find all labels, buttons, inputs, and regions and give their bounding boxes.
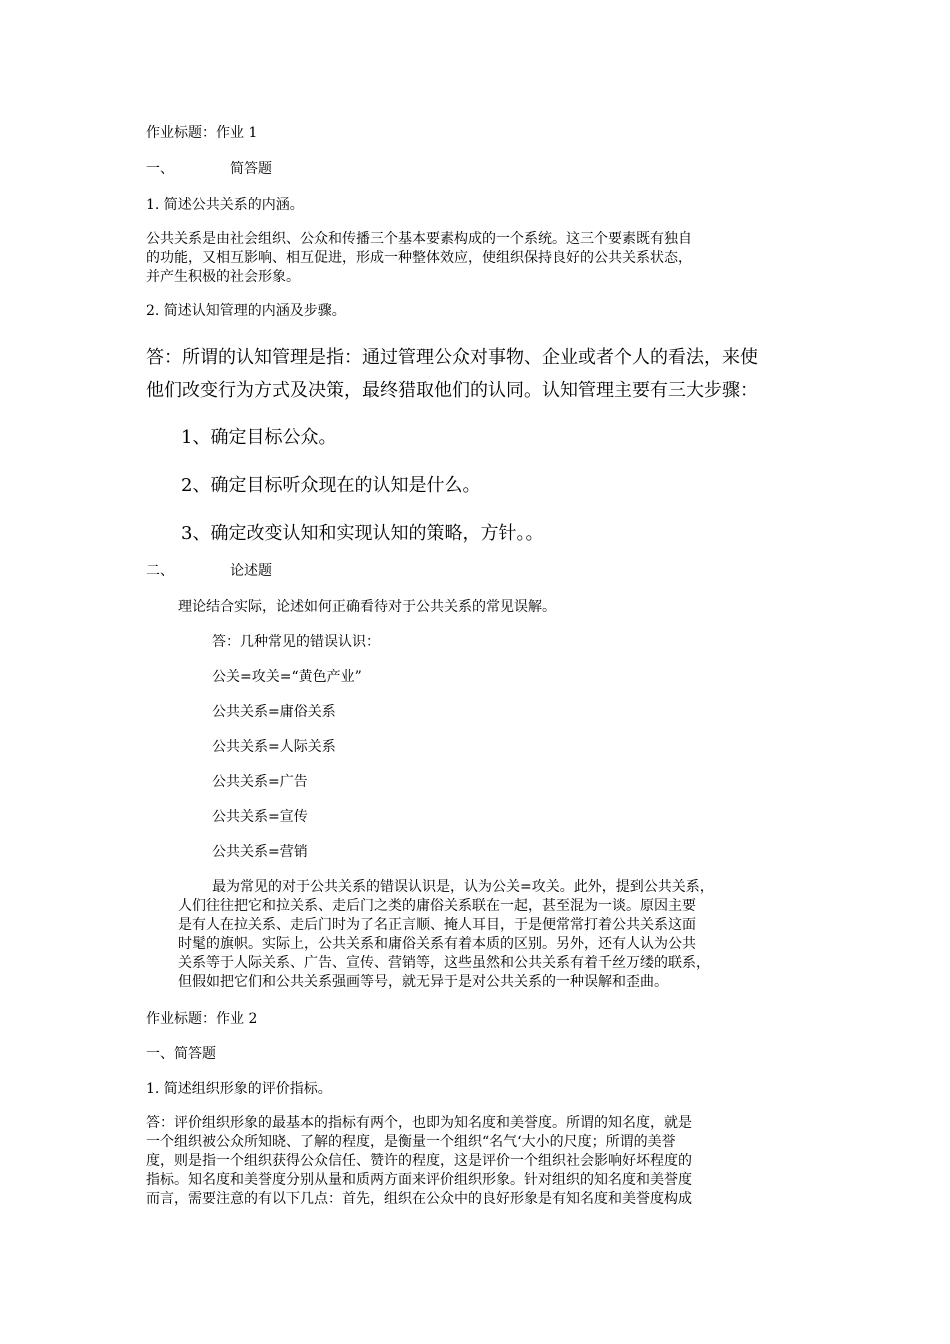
answer-1-line: 并产生积极的社会形象。 — [146, 269, 300, 285]
essay-body-line: 是有人在拉关系、走后门时为了名正言顺、掩人耳目，于是便常常打着公共关系这面 — [178, 917, 696, 933]
question-2: 2. 简述认知管理的内涵及步骤。 — [146, 303, 346, 319]
homework-2-question-1: 1. 简述组织形象的评价指标。 — [146, 1081, 332, 1097]
section-1-label: 简答题 — [230, 161, 272, 177]
misconception-item: 公共关系=广告 — [212, 774, 308, 790]
essay-body-paragraph — [178, 878, 818, 992]
misconception-item: 公共关系=庸俗关系 — [212, 704, 336, 720]
answer-2-line: 答：所谓的认知管理是指：通过管理公众对事物、企业或者个人的看法，来使 — [146, 347, 758, 368]
homework-2-answer-line: 答：评价组织形象的最基本的指标有两个，也即为知名度和美誉度。所谓的知名度，就是 — [146, 1115, 692, 1131]
homework-2-answer-line: 一个组织被公众所知晓、了解的程度，是衡量一个组织“名气‘大小的尺度；所谓的美誉 — [146, 1134, 676, 1150]
step-item: 3、确定改变认知和实现认知的策略，方针。。 — [181, 523, 544, 544]
essay-question: 理论结合实际，论述如何正确看待对于公共关系的常见误解。 — [178, 599, 556, 615]
answer-1-line: 的功能，又相互影响、相互促进，形成一种整体效应，使组织保持良好的公共关系状态， — [146, 250, 692, 266]
step-item: 2、确定目标听众现在的认知是什么。 — [181, 475, 481, 496]
section-2-label: 论述题 — [230, 563, 272, 579]
section-2-number: 二、 — [146, 563, 174, 579]
misconception-item: 公共关系=宣传 — [212, 809, 308, 825]
essay-body-line: 但假如把它们和公共关系强画等号，就无异于是对公共关系的一种误解和歪曲。 — [178, 974, 668, 990]
section-1-heading — [146, 160, 272, 178]
misconception-item: 公共关系=营销 — [212, 844, 308, 860]
misconception-item: 公共关系=人际关系 — [212, 739, 336, 755]
answer-1-paragraph — [146, 230, 806, 287]
section-2-heading — [146, 562, 272, 580]
essay-body-line: 时髦的旗帜。实际上，公共关系和庸俗关系有着本质的区别。另外，还有人认为公共 — [178, 936, 696, 952]
homework-2-answer-paragraph — [146, 1114, 808, 1209]
homework-2-answer-line: 度，则是指一个组织获得公众信任、赞许的程度，这是评价一个组织社会影响好坏程度的 — [146, 1153, 692, 1169]
essay-body-line: 关系等于人际关系、广告、宣传、营销等，这些虽然和公共关系有着千丝万缕的联系， — [178, 955, 710, 971]
homework-1-title: 作业标题：作业 1 — [146, 125, 258, 141]
answer-2-line: 他们改变行为方式及决策，最终猎取他们的认同。认知管理主要有三大步骤： — [146, 380, 758, 401]
homework-2-answer-line: 而言，需要注意的有以下几点：首先，组织在公众中的良好形象是有知名度和美誉度构成 — [146, 1191, 692, 1207]
answer-1-line: 公共关系是由社会组织、公众和传播三个基本要素构成的一个系统。这三个要素既有独自 — [146, 231, 692, 247]
homework-2-answer-line: 指标。知名度和美誉度分别从量和质两方面来评价组织形象。针对组织的知名度和美誉度 — [146, 1172, 692, 1188]
homework-2-title: 作业标题：作业 2 — [146, 1011, 258, 1027]
essay-intro: 答：几种常见的错误认识： — [212, 634, 380, 650]
section-1-number: 一、 — [146, 161, 174, 177]
essay-body-line: 人们往往把它和拉关系、走后门之类的庸俗关系联在一起，甚至混为一谈。原因主要 — [178, 898, 696, 914]
misconception-item: 公关=攻关=“黄色产业” — [212, 669, 362, 685]
homework-2-section-heading: 一、简答题 — [146, 1046, 216, 1062]
question-1: 1. 简述公共关系的内涵。 — [146, 197, 304, 213]
step-item: 1、确定目标公众。 — [181, 427, 337, 448]
essay-body-line: 最为常见的对于公共关系的错误认识是，认为公关=攻关。此外，提到公共关系， — [212, 879, 714, 895]
